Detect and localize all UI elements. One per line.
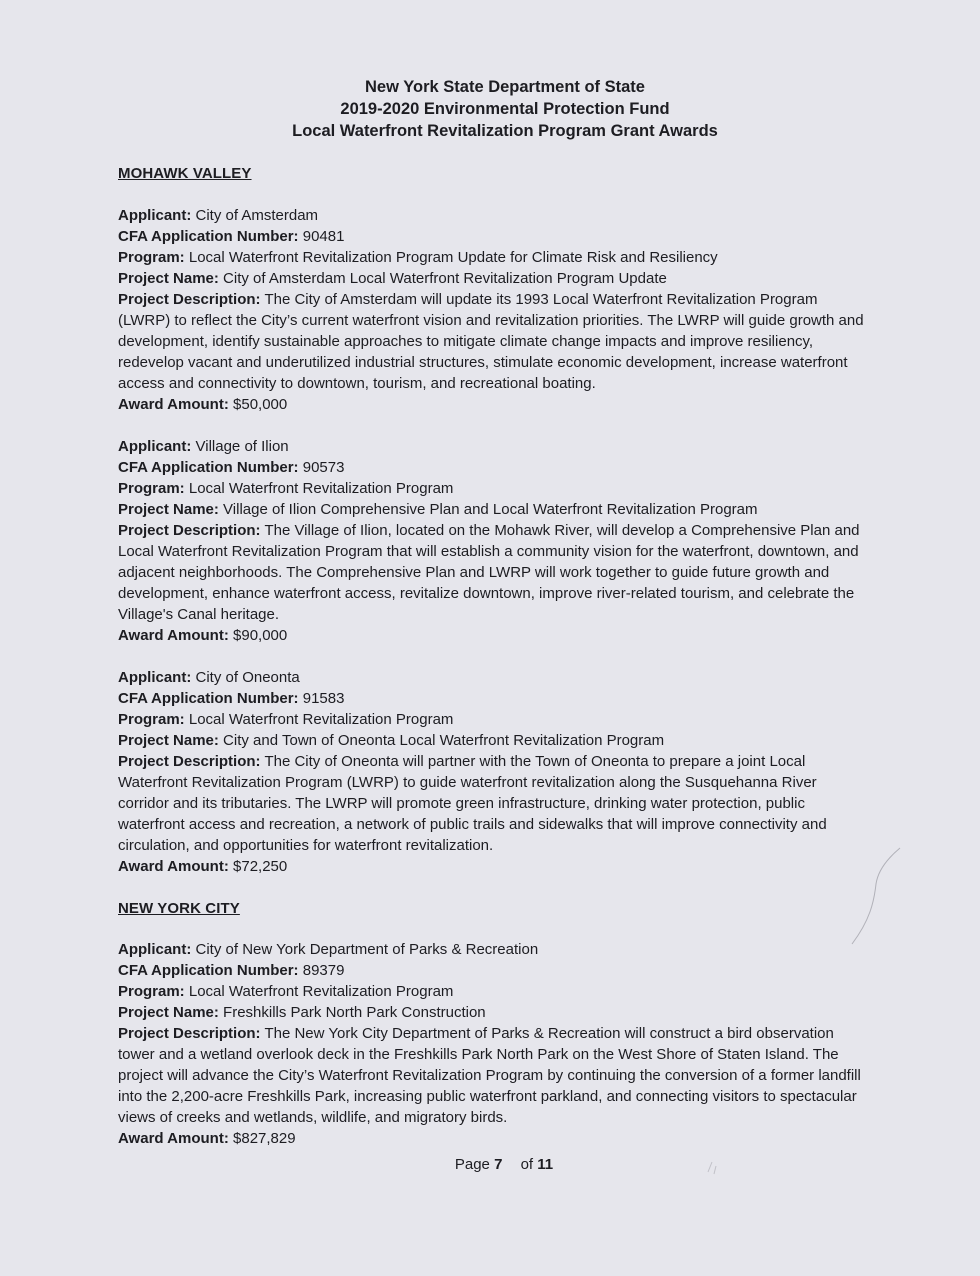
page-footer	[0, 1156, 980, 1173]
cfa-value: 91583	[302, 690, 345, 707]
applicant-value: City of Amsterdam	[195, 207, 319, 224]
award-amount-label: Award Amount:	[118, 1130, 229, 1147]
header-line-2: 2019-2020 Environmental Protection Fund	[340, 100, 670, 118]
page-word: Page	[454, 1156, 490, 1173]
cfa-label: CFA Application Number:	[118, 228, 299, 245]
cfa-value: 90573	[302, 459, 345, 476]
project-description-value: The Village of Ilion, located on the Mohawk River, will develop a Comprehensive Plan and Local Waterfront Revitalization Program that will establish a community vision for the waterfront, downtown, and adjacent neighborhoods. The Comprehensive Plan and LWRP will work together to guide future growth and development, enhance waterfront access, revitalize downtown, improve river-related tourism, and celebrate the Village's Canal heritage.	[118, 522, 860, 623]
award-entry-oneonta	[118, 667, 878, 877]
region-heading-mohawk-valley: MOHAWK VALLEY	[118, 165, 252, 182]
applicant-value: City of New York Department of Parks & Recreation	[195, 941, 539, 958]
award-amount-value: $72,250	[233, 858, 288, 875]
project-name-label: Project Name:	[118, 732, 219, 749]
award-entry-amsterdam	[118, 205, 878, 415]
stray-pen-mark	[830, 840, 910, 950]
program-value: Local Waterfront Revitalization Program	[188, 480, 454, 497]
project-description-value: The City of Oneonta will partner with the Town of Oneonta to prepare a joint Local Waterfront Revitalization Program (LWRP) to guide waterfront revitalization along the Susquehanna River corridor and its tributaries. The LWRP will promote green infrastructure, drinking water protection, public waterfront access and recreation, a network of public trails and sidewalks that will improve connectivity and circulation, and opportunities for waterfront revitalization.	[118, 753, 827, 854]
project-name-label: Project Name:	[118, 501, 219, 518]
award-amount-value: $50,000	[233, 396, 288, 413]
cfa-value: 90481	[302, 228, 345, 245]
applicant-label: Applicant:	[118, 669, 192, 686]
applicant-label: Applicant:	[118, 941, 192, 958]
program-label: Program:	[118, 249, 185, 266]
award-entry-nyc-parks	[118, 939, 878, 1149]
applicant-label: Applicant:	[118, 207, 192, 224]
project-description-label: Project Description:	[118, 1025, 261, 1042]
project-description-value: The New York City Department of Parks & Recreation will construct a bird observation tower and a wetland overlook deck in the Freshkills Park North Park on the West Shore of Staten Island. The project will advance the City’s Waterfront Revitalization Program by continuing the conversion of a former landfill into the 2,200-acre Freshkills Park, increasing public waterfront parkland, and connecting visitors to spectacular views of creeks and wetlands, wildlife, and migratory birds.	[118, 1025, 861, 1126]
page-current: 7	[494, 1156, 503, 1173]
project-description-label: Project Description:	[118, 522, 261, 539]
applicant-value: City of Oneonta	[195, 669, 300, 686]
award-amount-label: Award Amount:	[118, 627, 229, 644]
header-line-1: New York State Department of State	[365, 78, 645, 96]
project-name-value: Village of Ilion Comprehensive Plan and Local Waterfront Revitalization Program	[223, 501, 758, 518]
cfa-label: CFA Application Number:	[118, 459, 299, 476]
project-name-label: Project Name:	[118, 1004, 219, 1021]
cfa-label: CFA Application Number:	[118, 962, 299, 979]
stray-pen-dot	[700, 1152, 730, 1182]
award-entry-ilion	[118, 436, 878, 646]
award-amount-label: Award Amount:	[118, 858, 229, 875]
award-amount-label: Award Amount:	[118, 396, 229, 413]
page-total: 11	[537, 1156, 554, 1173]
header-line-3: Local Waterfront Revitalization Program Grant Awards	[292, 122, 718, 140]
award-amount-value: $827,829	[233, 1130, 296, 1147]
document-header	[0, 76, 980, 142]
cfa-label: CFA Application Number:	[118, 690, 299, 707]
program-value: Local Waterfront Revitalization Program	[188, 711, 454, 728]
cfa-value: 89379	[302, 962, 345, 979]
project-description-value: The City of Amsterdam will update its 1993 Local Waterfront Revitalization Program (LWRP) to reflect the City’s current waterfront vision and revitalization priorities. The LWRP will guide growth and development, identify sustainable approaches to mitigate climate change impacts and improve resiliency, redevelop vacant and underutilized industrial structures, stimulate economic development, increase waterfront access and connectivity to downtown, tourism, and recreational boating.	[118, 291, 864, 392]
of-word: of	[520, 1156, 534, 1173]
program-label: Program:	[118, 983, 185, 1000]
award-amount-value: $90,000	[233, 627, 288, 644]
program-label: Program:	[118, 480, 185, 497]
project-description-label: Project Description:	[118, 753, 261, 770]
program-value: Local Waterfront Revitalization Program Update for Climate Risk and Resiliency	[188, 249, 718, 266]
project-name-value: City of Amsterdam Local Waterfront Revitalization Program Update	[223, 270, 667, 287]
project-name-label: Project Name:	[118, 270, 219, 287]
project-name-value: City and Town of Oneonta Local Waterfront Revitalization Program	[223, 732, 665, 749]
applicant-value: Village of Ilion	[195, 438, 289, 455]
applicant-label: Applicant:	[118, 438, 192, 455]
project-description-label: Project Description:	[118, 291, 261, 308]
region-heading-new-york-city: NEW YORK CITY	[118, 900, 240, 917]
page-number	[441, 1156, 553, 1173]
program-label: Program:	[118, 711, 185, 728]
program-value: Local Waterfront Revitalization Program	[188, 983, 454, 1000]
project-name-value: Freshkills Park North Park Construction	[223, 1004, 486, 1021]
